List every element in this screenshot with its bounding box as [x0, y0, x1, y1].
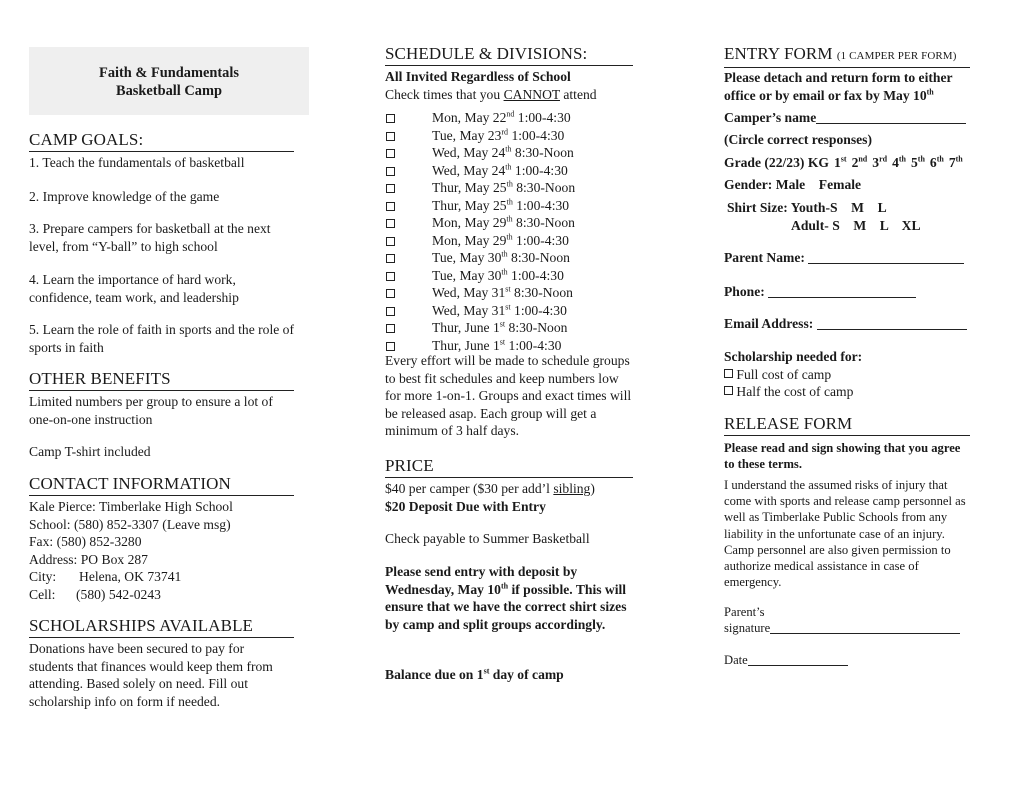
camp-goals-heading: CAMP GOALS: — [29, 130, 294, 152]
release-instruction: Please read and sign showing that you agree to these terms. — [724, 441, 961, 472]
grade-option[interactable]: KG — [807, 155, 829, 170]
price-heading: PRICE — [385, 456, 633, 478]
checkbox-icon[interactable] — [386, 184, 395, 193]
benefit-item: Limited numbers per group to ensure a lot of one-on-one instruction — [29, 394, 273, 427]
parent-name-field[interactable]: Parent Name: — [724, 249, 974, 267]
scholarship-label: Scholarship needed for: — [724, 349, 863, 364]
checkbox-icon[interactable] — [724, 369, 733, 378]
grade-option[interactable]: 6th — [929, 154, 944, 170]
contact-block — [29, 498, 294, 604]
entry-form-heading: ENTRY FORM (1 CAMPER PER FORM) — [724, 44, 970, 68]
grade-option[interactable]: 3rd — [872, 154, 888, 170]
signature-field[interactable]: signature — [724, 620, 974, 636]
checkbox-icon[interactable] — [386, 132, 395, 141]
deposit-line: $20 Deposit Due with Entry — [385, 499, 546, 514]
circle-note: (Circle correct responses) — [724, 132, 872, 147]
schedule-heading: SCHEDULE & DIVISIONS: — [385, 44, 633, 66]
schedule-row-text: Wed, May 31st 8:30-Noon — [432, 284, 573, 300]
schedule-row-text: Tue, May 30th 1:00-4:30 — [432, 266, 564, 283]
goal-item: 1. Teach the fundamentals of basketball — [29, 155, 245, 170]
parent-label: Parent’s — [724, 605, 765, 619]
gender-male[interactable]: Male — [775, 177, 806, 192]
checkbox-icon[interactable] — [386, 254, 395, 263]
grade-option[interactable]: 4th — [892, 154, 906, 170]
schedule-subhead: All Invited Regardless of School — [385, 69, 571, 84]
entry-instructions: Please detach and return form to either office or by email or fax by May 10th — [724, 70, 953, 103]
goal-item: 5. Learn the role of faith in sports and the role of sports in faith — [29, 322, 294, 355]
scholarship-half-option[interactable]: Half the cost of camp — [724, 383, 974, 401]
camper-name-field[interactable]: Camper’s name — [724, 109, 974, 127]
schedule-row-text: Mon, May 22nd 1:00-4:30 — [432, 109, 571, 125]
camp-title: Faith & Fundamentals Basketball Camp — [99, 65, 239, 99]
contact-name: Kale Pierce: Timberlake High School — [29, 499, 233, 514]
contact-address: Address: PO Box 287 — [29, 551, 148, 567]
schedule-row-text: Wed, May 24th 8:30-Noon — [432, 144, 574, 160]
other-benefits-heading: OTHER BENEFITS — [29, 369, 294, 391]
schedule-row-text: Thur, June 1st 8:30-Noon — [432, 319, 568, 335]
shirt-size-adult[interactable]: Adult- S M L XL — [791, 218, 921, 233]
grade-option[interactable]: 5th — [910, 154, 925, 170]
grade-option[interactable]: 2nd — [851, 154, 868, 170]
balance-line: Balance due on 1st day of camp — [385, 666, 564, 682]
scholarships-text: Donations have been secured to pay for students that finances would keep them from attending. Based solely on need. Fill out scholarship info on form if needed. — [29, 641, 273, 709]
goal-item: 2. Improve knowledge of the game — [29, 189, 220, 204]
gender-female[interactable]: Female — [818, 177, 862, 192]
schedule-row-text: Thur, May 25th 8:30-Noon — [432, 179, 576, 195]
schedule-row-text: Thur, May 25th 1:00-4:30 — [432, 196, 570, 213]
checkbox-icon[interactable] — [386, 114, 395, 123]
price-line: $40 per camper ($30 per add’l sibling) — [385, 481, 595, 496]
grade-field[interactable]: Grade (22/23) KG 1st 2nd 3rd 4th 5th 6th 7th — [724, 154, 984, 172]
checkbox-icon[interactable] — [386, 342, 395, 351]
email-field[interactable]: Email Address: — [724, 315, 974, 333]
shirt-size-youth[interactable]: Shirt Size: Youth-S M L — [727, 200, 887, 215]
schedule-row-text: Mon, May 29th 8:30-Noon — [432, 214, 575, 230]
schedule-row-text: Tue, May 30th 8:30-Noon — [432, 249, 570, 265]
schedule-row-text: Thur, June 1st 1:00-4:30 — [432, 336, 562, 353]
contact-city: City: Helena, OK 73741 — [29, 569, 182, 585]
schedule-row-text: Tue, May 23rd 1:00-4:30 — [432, 126, 565, 143]
contact-school: School: (580) 852-3307 (Leave msg) — [29, 516, 231, 532]
schedule-note: Every effort will be made to schedule groups to best fit schedules and keep numbers low for more 1-on-1. Groups and exact times will be released asap. Each group will get a minimum of 3 half days. — [385, 353, 632, 439]
phone-field[interactable]: Phone: — [724, 283, 974, 301]
scholarship-full-option[interactable]: Full cost of camp — [724, 366, 974, 384]
release-text: I understand the assumed risks of injury that come with sports and release camp personnel as well as Timberlake Public Schools from any liability in the unfortunate case of an injury. Camp personnel are also given permission to authorize medical assistance in case of emergency. — [724, 478, 966, 590]
checkbox-icon[interactable] — [386, 307, 395, 316]
checkbox-icon[interactable] — [386, 202, 395, 211]
grade-option[interactable]: 1st — [833, 154, 847, 170]
payable-line: Check payable to Summer Basketball — [385, 531, 590, 546]
schedule-row-text: Mon, May 29th 1:00-4:30 — [432, 231, 569, 248]
contact-cell: Cell: (580) 542-0243 — [29, 586, 161, 602]
goal-item: 3. Prepare campers for basketball at the next level, from “Y-ball” to high school — [29, 221, 271, 254]
checkbox-icon[interactable] — [724, 386, 733, 395]
contact-heading: CONTACT INFORMATION — [29, 474, 294, 496]
date-field[interactable]: Date — [724, 652, 974, 668]
goal-item: 4. Learn the importance of hard work, confidence, team work, and leadership — [29, 272, 239, 305]
schedule-instruction: Check times that you CANNOT attend — [385, 87, 597, 102]
checkbox-icon[interactable] — [386, 237, 395, 246]
release-form-heading: RELEASE FORM — [724, 414, 970, 436]
checkbox-icon[interactable] — [386, 272, 395, 281]
checkbox-icon[interactable] — [386, 289, 395, 298]
scholarships-heading: SCHOLARSHIPS AVAILABLE — [29, 616, 294, 638]
send-entry-note: Please send entry with deposit by Wednesday, May 10th if possible. This will ensure that we have the correct shirt sizes by camp and split groups accordingly. — [385, 564, 627, 632]
checkbox-icon[interactable] — [386, 324, 395, 333]
grade-options[interactable] — [808, 155, 968, 170]
title-box — [29, 47, 309, 115]
schedule-row-text: Wed, May 24th 1:00-4:30 — [432, 161, 568, 178]
checkbox-icon[interactable] — [386, 167, 395, 176]
gender-field[interactable]: Gender: Male Female — [724, 177, 862, 192]
checkbox-icon[interactable] — [386, 149, 395, 158]
schedule-row-text: Wed, May 31st 1:00-4:30 — [432, 301, 567, 318]
benefit-item: Camp T-shirt included — [29, 444, 151, 459]
checkbox-icon[interactable] — [386, 219, 395, 228]
contact-fax: Fax: (580) 852-3280 — [29, 534, 142, 550]
grade-option[interactable]: 7th — [948, 154, 963, 170]
